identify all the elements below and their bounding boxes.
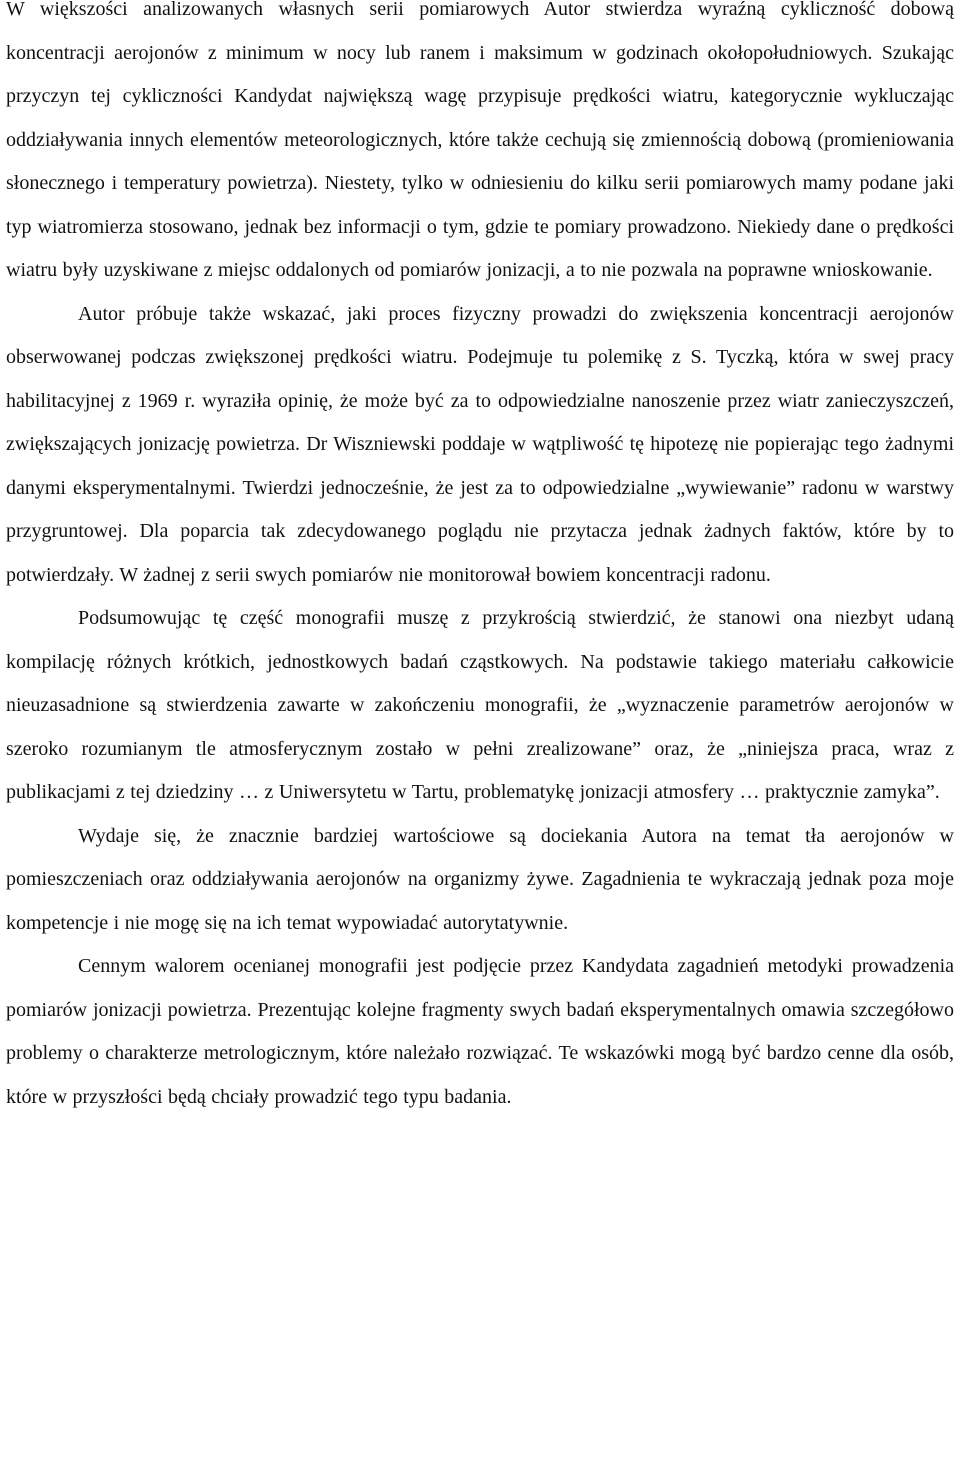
paragraph-2: Autor próbuje także wskazać, jaki proces fizyczny prowadzi do zwiększenia koncentracji aerojonów obserwowanej podczas zwiększonej prędkości wiatru. Podejmuje tu polemikę z S. Tyczką, która w swej pracy habilitacyjnej z 1969 r. wyraziła opinię, że może być za to odpowiedzialne nanoszenie przez wiatr zanieczyszczeń, zwiększających jonizację powietrza. Dr Wiszniewski poddaje w wątpliwość tę hipotezę nie popierając tego żadnymi danymi eksperymentalnymi. Twierdzi jednocześnie, że jest za to odpowiedzialne „wywiewanie” radonu w warstwy przygruntowej. Dla poparcia tak zdecydowanego poglądu nie przytacza jednak żadnych faktów, które by to potwierdzały. W żadnej z serii swych pomiarów nie monitorował bowiem koncentracji radonu. [6, 302, 954, 586]
paragraph-1: W większości analizowanych własnych serii pomiarowych Autor stwierdza wyraźną cykliczność dobową koncentracji aerojonów z minimum w nocy lub ranem i maksimum w godzinach okołopołudniowych. Szukając przyczyn tej cykliczności Kandydat największą wagę przypisuje prędkości wiatru, kategorycznie wykluczając oddziaływania innych elementów meteorologicznych, które także cechują się zmiennością dobową (promieniowania słonecznego i temperatury powietrza). Niestety, tylko w odniesieniu do kilku serii pomiarowych mamy podane jaki typ wiatromierza stosowano, jednak bez informacji o tym, gdzie te pomiary prowadzono. Niekiedy dane o prędkości wiatru były uzyskiwane z miejsc oddalonych od pomiarów jonizacji, a to nie pozwala na poprawne wnioskowanie. [6, 0, 954, 281]
paragraph-5: Cennym walorem ocenianej monografii jest podjęcie przez Kandydata zagadnień metodyki prowadzenia pomiarów jonizacji powietrza. Prezentując kolejne fragmenty swych badań eksperymentalnych omawia szczegółowo problemy o charakterze metrologicznym, które należało rozwiązać. Te wskazówki mogą być bardzo cenne dla osób, które w przyszłości będą chciały prowadzić tego typu badania. [6, 955, 954, 1108]
paragraph-3: Podsumowując tę część monografii muszę z przykrością stwierdzić, że stanowi ona niezbyt udaną kompilację różnych krótkich, jednostkowych badań cząstkowych. Na podstawie takiego materiału całkowicie nieuzasadnione są stwierdzenia zawarte w zakończeniu monografii, że „wyznaczenie parametrów aerojonów w szeroko rozumianym tle atmosferycznym zostało w pełni zrealizowane” oraz, że „niniejsza praca, wraz z publikacjami z tej dziedziny … z Uniwersytetu w Tartu, problematykę jonizacji atmosfery … praktycznie zamyka”. [6, 607, 954, 803]
paragraph-4: Wydaje się, że znacznie bardziej wartościowe są dociekania Autora na temat tła aerojonów w pomieszczeniach oraz oddziaływania aerojonów na organizmy żywe. Zagadnienia te wykraczają jednak poza moje kompetencje i nie mogę się na ich temat wypowiadać autorytatywnie. [6, 824, 954, 934]
